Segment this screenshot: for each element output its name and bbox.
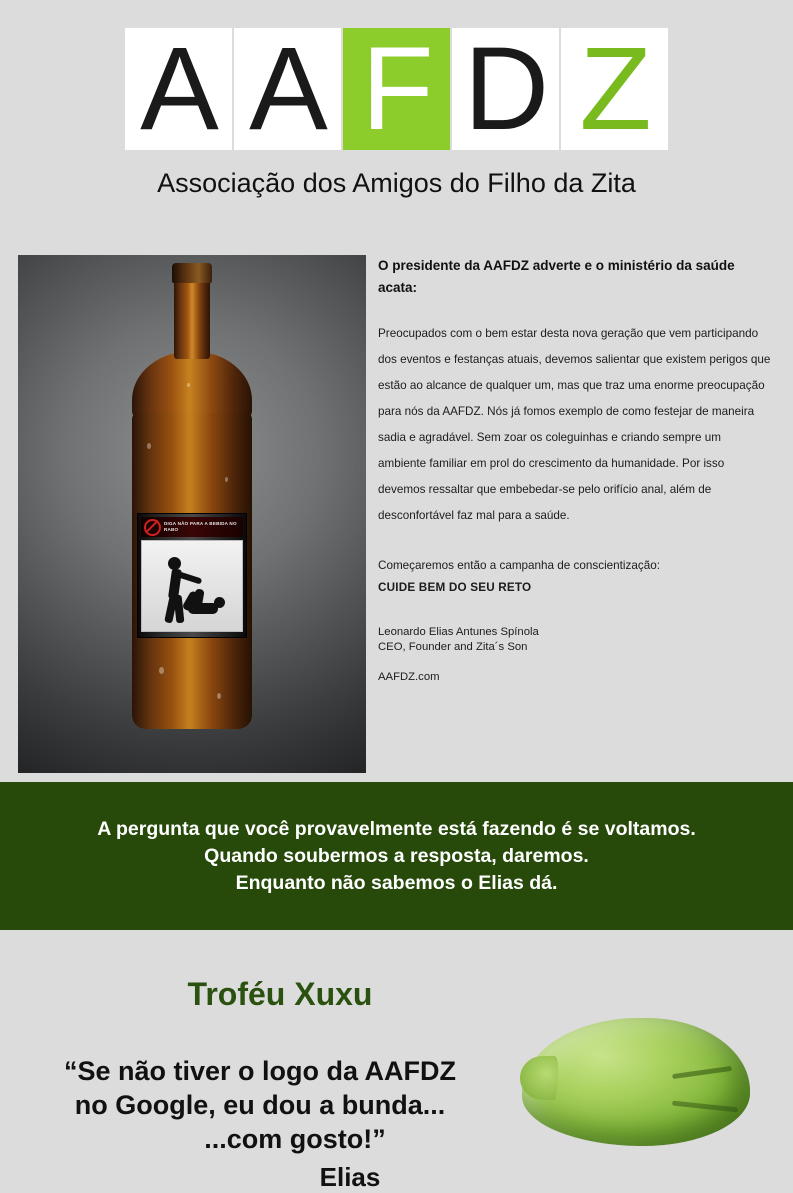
bottle-illustration bbox=[129, 263, 255, 733]
label-pictogram bbox=[141, 540, 243, 632]
quote-line-3: ...com gosto!” bbox=[204, 1124, 386, 1154]
green-banner bbox=[0, 782, 793, 930]
condensation-droplet bbox=[187, 383, 190, 387]
article-headline: O presidente da AAFDZ adverte e o ministério da saúde acata: bbox=[378, 258, 735, 295]
bottle-shoulder bbox=[132, 351, 252, 421]
logo-cell-4 bbox=[452, 28, 559, 150]
article-campaign bbox=[378, 555, 772, 599]
logo-cell-1 bbox=[125, 28, 232, 150]
beer-bottle-photo bbox=[18, 255, 366, 773]
quote-author: Elias bbox=[319, 1162, 381, 1192]
condensation-droplet bbox=[217, 693, 221, 699]
article-column bbox=[378, 255, 772, 683]
logo-letter-a1: A bbox=[140, 28, 217, 150]
pictogram-figure-arm bbox=[178, 571, 203, 584]
logo-cell-3 bbox=[343, 28, 450, 150]
logo-header bbox=[0, 28, 793, 155]
quote-line-2: no Google, eu dou a bunda... bbox=[74, 1090, 446, 1120]
trophy-quote bbox=[0, 1054, 520, 1156]
bottle-label bbox=[137, 513, 247, 638]
chayote-tip bbox=[520, 1056, 558, 1100]
trophy-title: Troféu Xuxu bbox=[187, 976, 373, 1012]
condensation-droplet bbox=[225, 477, 228, 482]
banner-line-2: Quando soubermos a resposta, daremos. bbox=[204, 844, 589, 867]
logo-letter-a2: A bbox=[249, 28, 326, 150]
logo-letter-f: F bbox=[361, 28, 432, 150]
chayote-crease-bottom bbox=[672, 1101, 738, 1113]
logo-letter-z: Z bbox=[579, 28, 650, 150]
signature-title: CEO, Founder and Zita´s Son bbox=[378, 641, 528, 653]
banner-line-1: A pergunta que você provavelmente está fazendo é se voltamos. bbox=[97, 817, 696, 840]
bottle-cap bbox=[172, 263, 212, 283]
label-warning-text: DIGA NÃO PARA A BEBIDA NO RABO bbox=[164, 521, 237, 532]
logo-letter-d: D bbox=[463, 28, 548, 150]
logo-cell-5 bbox=[561, 28, 668, 150]
campaign-slogan: CUIDE BEM DO SEU RETO bbox=[378, 581, 532, 594]
main-content bbox=[0, 232, 793, 776]
chayote-photo bbox=[512, 1002, 760, 1162]
pictogram-figure-leg-right bbox=[174, 595, 185, 624]
site-link[interactable]: AAFDZ.com bbox=[378, 671, 440, 683]
prohibition-icon bbox=[144, 519, 161, 536]
campaign-intro: Começaremos então a campanha de conscientização: bbox=[378, 559, 660, 572]
condensation-droplet bbox=[159, 667, 164, 674]
signature-block bbox=[378, 625, 772, 655]
article-body: Preocupados com o bem estar desta nova geração que vem participando dos eventos e festanças atuais, devemos salientar que existem perigos que estão ao alcance de qualquer um, mas que traz uma enorme preocupação para nós da AAFDZ. Nós já fomos exemplo de como festejar de maneira sadia e agradável. Sem zoar os coleguinhas e criando sempre um ambiente familiar em prol do crescimento da humanidade. Por isso devemos ressaltar que embebedar-se pelo orifício anal, além de desconfortável faz mal para a saúde. bbox=[378, 327, 771, 522]
banner-line-3: Enquanto não sabemos o Elias dá. bbox=[235, 871, 558, 894]
label-warning-bar bbox=[141, 517, 243, 537]
signature-name: Leonardo Elias Antunes Spínola bbox=[378, 626, 539, 638]
logo-letter-row bbox=[125, 28, 668, 150]
pictogram-figure2-head bbox=[214, 597, 225, 608]
quote-line-1: “Se não tiver o logo da AAFDZ bbox=[63, 1056, 457, 1086]
logo-subtitle: Associação dos Amigos do Filho da Zita bbox=[157, 168, 636, 198]
logo-cell-2 bbox=[234, 28, 341, 150]
trophy-section bbox=[0, 930, 793, 1190]
chayote-crease-top bbox=[672, 1066, 732, 1079]
condensation-droplet bbox=[147, 443, 151, 449]
